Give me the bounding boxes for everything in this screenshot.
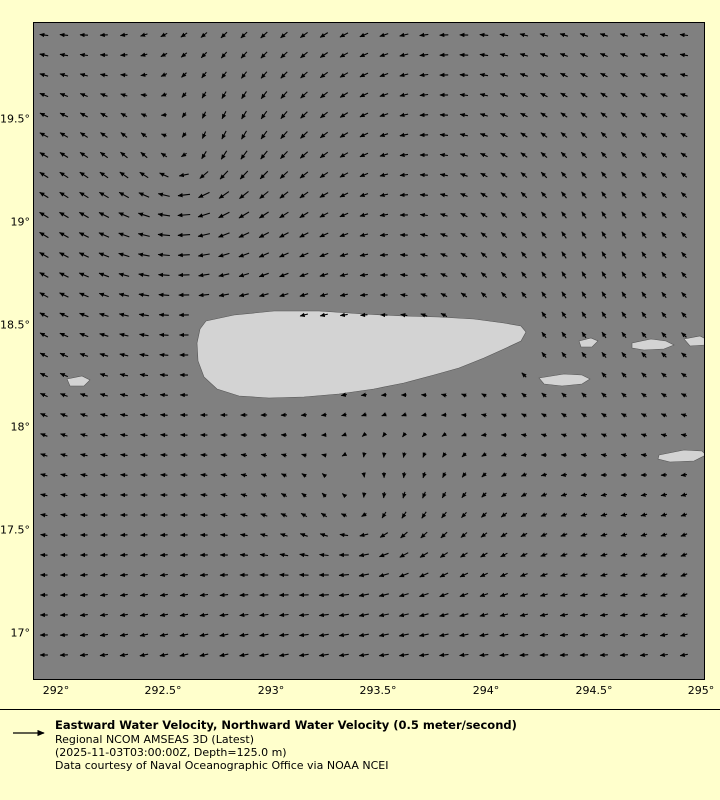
- x-tick-label: 294°: [472, 684, 500, 697]
- ocean-background: [33, 22, 705, 680]
- x-tick-label: 294.5°: [575, 684, 613, 697]
- x-tick-label: 293°: [257, 684, 285, 697]
- y-axis-ticks: [0, 22, 30, 680]
- x-tick-label: 295°: [687, 684, 715, 697]
- legend-block: [0, 718, 720, 800]
- legend-time-depth-line: (2025-11-03T03:00:00Z, Depth=125.0 m): [55, 746, 287, 759]
- x-tick-label: 293.5°: [359, 684, 397, 697]
- x-axis-ticks: [33, 684, 715, 700]
- y-tick-label: 19°: [10, 215, 30, 229]
- x-tick-label: 292°: [42, 684, 70, 697]
- y-tick-label: 17.5°: [0, 523, 30, 537]
- x-tick-label: 292.5°: [144, 684, 182, 697]
- map-plot-area[interactable]: [33, 22, 705, 680]
- y-tick-label: 19.5°: [0, 112, 30, 126]
- y-tick-label: 18.5°: [0, 318, 30, 332]
- legend-model-line: Regional NCOM AMSEAS 3D (Latest): [55, 733, 254, 746]
- y-tick-label: 17°: [10, 626, 30, 640]
- legend-title: Eastward Water Velocity, Northward Water Velocity (0.5 meter/second): [55, 718, 517, 732]
- caption-divider: [0, 709, 720, 710]
- legend-text: [55, 718, 710, 772]
- legend-courtesy-line: Data courtesy of Naval Oceanographic Office via NOAA NCEI: [55, 759, 389, 772]
- vector-arrow-icon: [12, 726, 50, 740]
- y-tick-label: 18°: [10, 420, 30, 434]
- current-vector-field: [34, 23, 705, 680]
